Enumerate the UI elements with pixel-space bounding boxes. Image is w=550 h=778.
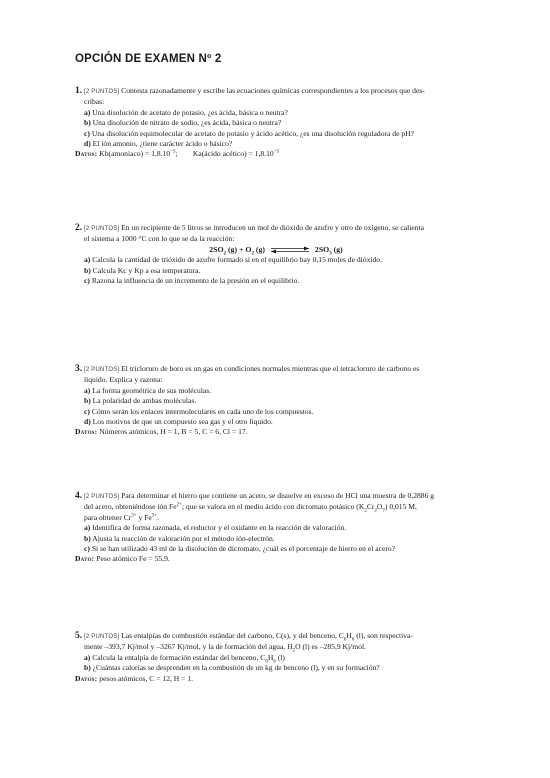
question-points: [2 PUNTOS] — [84, 494, 120, 500]
list-item: d) Los motivos de que un compuesto sea gas y el otro líquido. — [84, 417, 273, 427]
question-number: 3. — [75, 364, 83, 374]
question-5: 5. [2 PUNTOS] Las entalpías de combustión estándar del carbono, C(s), y del benceno, $C_6H_6$ (l), son respectiva- mente –393,7 Kj/mol y –3267 Kj/mol, y la de formación del agua, $H_2O$ (l) es –285,9 Kj/mol. a) Calcula la entalpía de formación estándar del benceno, $C_6H_6$ (l) b) ¿Cuántas calorías se desprenden en la combustión de un kg de benceno (l), y en su formación? Datos: pesos atómicos, C = 12, H = 1. — [75, 631, 477, 684]
question-points: [2 PUNTOS] — [84, 226, 120, 232]
question-3-data: Datos: Números atómicos, H = 1, B = 5, C = 6, Cl = 17. — [75, 427, 248, 437]
list-item: a) Identifica de forma razonada, el reductor y el oxidante en la reacción de valoración. — [84, 523, 347, 533]
question-1-stem: 1. [2 PUNTOS] Contesta razonadamente y escribe las ecuaciones químicas correspondientes a los procesos que des- — [75, 86, 425, 96]
list-item: d) El ión amonio, ¿tiene carácter ácido o básico? — [84, 139, 233, 149]
list-item: b) Calcula Kc y Kp a esa temperatura. — [84, 265, 201, 275]
question-points: [2 PUNTOS] — [84, 367, 120, 373]
question-number: 2. — [75, 223, 83, 233]
list-item: b) Una disolución de nitrato de sodio, ¿es ácida, básica o neutra? — [84, 118, 282, 128]
question-2: 2. [2 PUNTOS] En un recipiente de 5 litros se introducen un mol de dióxido de azufre y otro de oxígeno, se calienta el sistema a 1000 °C con lo que se da la reacción: $2SO_2$ $(g) + O_2$ (g) $2SO_3$ (g) a) Calcula la cantidad de trióxido de azufre formado si en el equilibrio hay 0,15 moles de dióxido. b) Calcula Kc y Kp a esa temperatura. c) Razona la influencia de un incremento de la presión en el equilibrio. — [75, 223, 477, 286]
list-item: c) Razona la influencia de un incremento de la presión en el equilibrio. — [84, 276, 300, 286]
exam-title: OPCIÓN DE EXAMEN Nº 2 — [75, 53, 222, 65]
list-item: c) Cómo serán los enlaces intermoleculares en cada uno de los compuestos. — [84, 406, 314, 416]
question-5-data: Datos: pesos atómicos, C = 12, H = 1. — [75, 673, 194, 683]
chemical-equation: $2SO_2$ $(g) + O_2$ (g) $2SO_3$ (g) — [209, 244, 343, 257]
list-item: b) La polaridad de ambas moléculas. — [84, 396, 197, 406]
list-item: a) Calcula la cantidad de trióxido de azufre formado si en el equilibrio hay 0,15 moles de dióxido. — [84, 255, 382, 265]
question-4-data: Dato: Peso atómico Fe = 55,9. — [75, 554, 170, 564]
question-number: 4. — [75, 491, 83, 501]
question-5-stem: 5. [2 PUNTOS] Las entalpías de combustión estándar del carbono, C(s), y del benceno, $C_6H_6$ (l), son respectiva- — [75, 631, 413, 643]
question-points: [2 PUNTOS] — [84, 89, 120, 95]
list-item: b) Ajusta la reacción de valoración por el método ión-electrón. — [84, 533, 275, 543]
question-number: 5. — [75, 631, 83, 641]
list-item: c) Si se han utilizado 43 ml de la disolución de dicromato, ¿cuál es el porcentaje de hierro en el acero? — [84, 544, 396, 554]
question-1-data: Datos: Kb(amoniaco) = $1,8.10^{-5}$; Ka(ácido acético) = $1,8.10^{-5}$ — [75, 149, 279, 159]
list-item: a) Calcula la entalpía de formación estándar del benceno, $C_6H_6$ (l) — [84, 652, 285, 665]
question-3-stem: 3. [2 PUNTOS] El tricloruro de boro es un gas en condiciones normales mientras que el tetracloruro de carbono es — [75, 364, 420, 374]
list-item: a) Una disolución de acetato de potasio, ¿es ácida, básica o neutra? — [84, 107, 288, 117]
equilibrium-arrow-icon — [270, 246, 310, 254]
question-2-stem: 2. [2 PUNTOS] En un recipiente de 5 litros se introducen un mol de dióxido de azufre y otro de oxígeno, se calienta — [75, 223, 424, 233]
question-4-stem: 4. [2 PUNTOS] Para determinar el hierro que contiene un acero, se disuelve en exceso de HCl una muestra de 0,2886 g — [75, 491, 435, 501]
question-points: [2 PUNTOS] — [84, 634, 120, 640]
question-4: 4. [2 PUNTOS] Para determinar el hierro que contiene un acero, se disuelve en exceso de HCl una muestra de 0,2886 g del acero, obteniéndose ión $Fe^{2+}$; que se valora en el medio ácido con dicromato potásico $(K_2Cr_2O_7)$ 0,015 M, para obtener $Cr^{3+}$ y $Fe^{3+}$. a) Identifica de forma razonada, el reductor y el oxidante en la reacción de valoración. b) Ajusta la reacción de valoración por el método ión-electrón. c) Si se han utilizado 43 ml de la disolución de dicromato, ¿cuál es el porcentaje de hierro en el acero? Dato: Peso atómico Fe = 55,9. — [75, 491, 477, 565]
question-number: 1. — [75, 86, 83, 96]
question-1: 1. [2 PUNTOS] Contesta razonadamente y escribe las ecuaciones químicas correspondientes a los procesos que des- cribas: a) Una disolución de acetato de potasio, ¿es ácida, básica o neutra? b) Una disolución de nitrato de sodio, ¿es ácida, básica o neutra? c) Una disolución equimolecular de acetato de potasio y ácido acético, ¿es una disolución reguladora de pH? d) El ión amonio, ¿tiene carácter ácido o básico? Datos: Kb(amoniaco) = $1,8.10^{-5}$; Ka(ácido acético) = $1,8.10^{-5}$ — [75, 86, 477, 160]
list-item: b) ¿Cuántas calorías se desprenden en la combustión de un kg de benceno (l), y en su formación? — [84, 663, 380, 673]
question-3: 3. [2 PUNTOS] El tricloruro de boro es un gas en condiciones normales mientras que el tetracloruro de carbono es líquido. Explica y razona: a) La forma geométrica de sus moléculas. b) La polaridad de ambas moléculas. c) Cómo serán los enlaces intermoleculares en cada uno de los compuestos. d) Los motivos de que un compuesto sea gas y el otro líquido. Datos: Números atómicos, H = 1, B = 5, C = 6, Cl = 17. — [75, 364, 477, 438]
list-item: c) Una disolución equimolecular de acetato de potasio y ácido acético, ¿es una disolución reguladora de pH? — [84, 128, 415, 138]
list-item: a) La forma geométrica de sus moléculas. — [84, 385, 212, 395]
